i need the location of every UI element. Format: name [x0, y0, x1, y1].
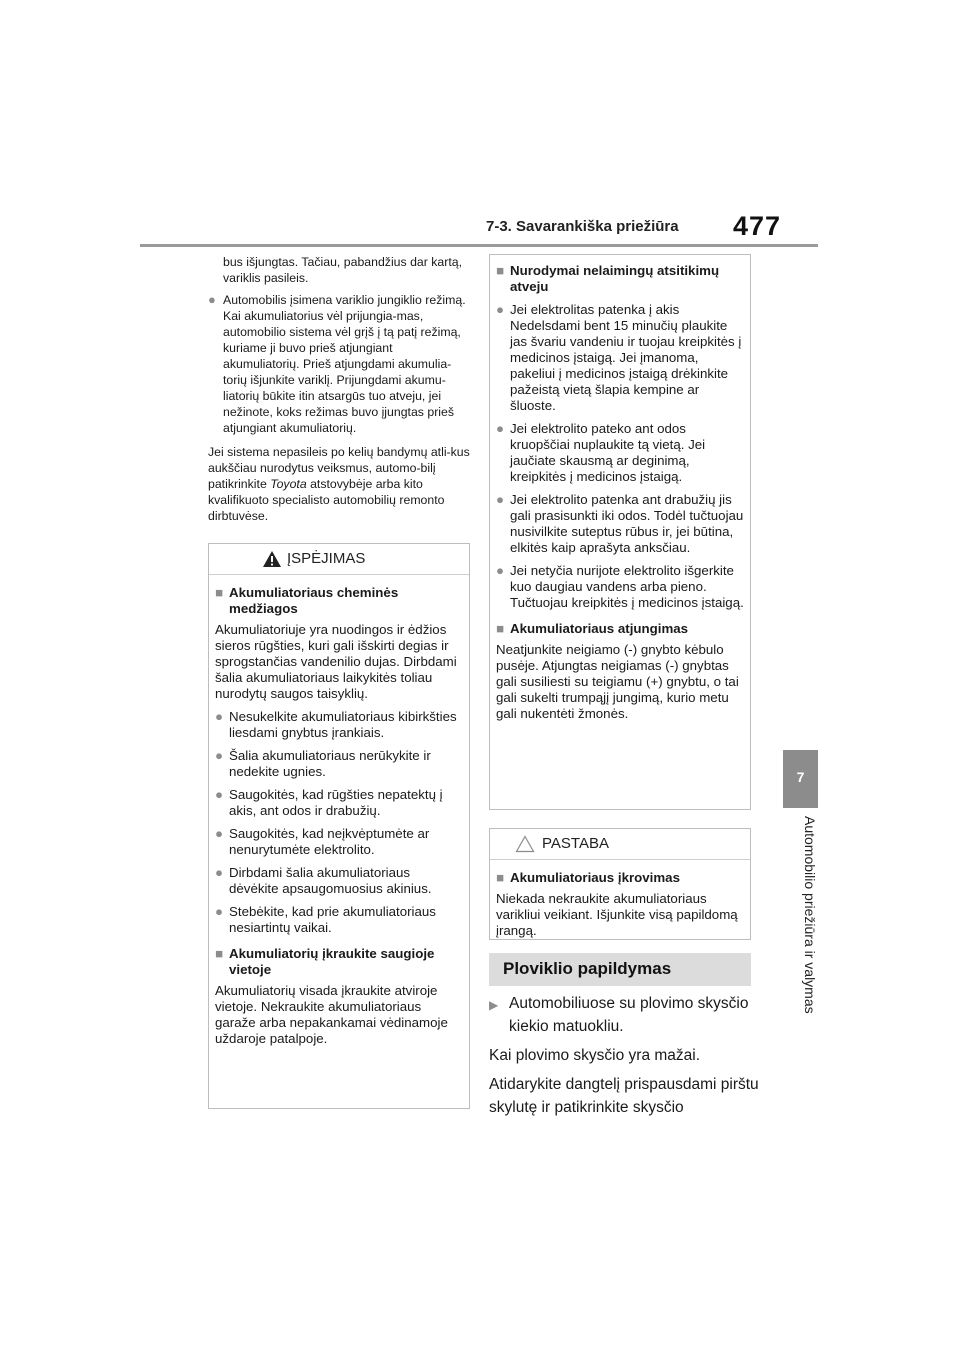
chapter-tab — [783, 750, 818, 808]
bullet-icon: ● — [215, 826, 224, 841]
brand-name: Toyota — [270, 477, 307, 491]
bullet-icon: ● — [496, 492, 505, 507]
warning-header — [209, 544, 469, 575]
note-header — [490, 829, 750, 860]
bullet-text: Dirbdami šalia akumuliatoriaus dėvėkite apsaugomuosius akinius. — [229, 865, 432, 896]
subheading-text: Nurodymai nelaimingų atsitikimų atveju — [510, 263, 720, 294]
list-item — [215, 709, 463, 741]
section-body — [489, 992, 759, 1119]
paragraph: Akumuliatoriuje yra nuodingos ir ėdžios sieros rūgšties, kuri gali išskirti degias ir sprogstančias vandenilio dujas. Dirbdami šalia akumuliatoriaus laikykitės toliau nurodytų saugos taisyklių. — [215, 622, 457, 701]
square-bullet-icon: ■ — [215, 946, 224, 961]
list-item — [208, 292, 470, 436]
left-column — [208, 254, 470, 524]
note-body — [490, 860, 750, 947]
bullet-text: Saugokitės, kad neįkvėptumėte ar nenurytumėte elektrolito. — [229, 826, 430, 857]
item-text: Automobiliuose su plovimo skysčio kiekio matuokliu. — [509, 995, 749, 1035]
subheading — [215, 946, 463, 978]
subheading — [215, 585, 463, 617]
caution-icon — [515, 835, 535, 853]
subheading-text: Akumuliatoriaus įkrovimas — [510, 870, 680, 885]
bullet-icon: ● — [496, 302, 505, 317]
list-item — [215, 904, 463, 936]
continuation-text: bus išjungtas. Tačiau, pabandžius dar kartą, variklis pasileis. — [223, 255, 463, 285]
bullet-text: Jei elektrolitas patenka į akis Nedelsdami bent 15 minučių plaukite jas švariu vandeniu ir tuojau kreipkitės į medicinos įstaigą. Jei įmanoma, pakeliui į medicinos įstaigą drėkinkite pažeistą vietą šlapia kempine ar šluoste. — [510, 302, 742, 413]
subheading — [496, 870, 744, 886]
warning-box — [208, 543, 470, 1109]
subheading-text: Akumuliatoriaus atjungimas — [510, 621, 689, 636]
warning-body — [209, 575, 469, 1055]
list-item — [496, 302, 744, 414]
warning-box-continued — [489, 254, 751, 810]
bullet-text: Automobilis įsimena variklio jungiklio režimą. Kai akumuliatorius vėl prijungia-mas, automobilio sistema vėl grįš į tą patį režimą, kuriame ji buvo prieš atjungiant akumuliatorių. Prieš atjungdami akumulia-torių išjunkite variklį. Prijungdami akumu-liatorių būkite itin atsargūs tuo atveju, jei nežinote, koks režimas buvo įjungtas prieš atjungiant akumuliatorių. — [223, 293, 466, 435]
section-title: 7-3. Savarankiška priežiūra — [486, 218, 679, 235]
bullet-text: Šalia akumuliatoriaus nerūkykite ir nedekite ugnies. — [229, 748, 431, 779]
square-bullet-icon: ■ — [496, 870, 505, 885]
bullet-icon: ● — [215, 904, 224, 919]
note-box — [489, 828, 751, 940]
bullet-text: Jei elektrolito pateko ant odos kruopščiai nuplaukite tą vietą. Jei jaučiate skausmą ar deginimą, kreipkitės į medicinos įstaigą. — [510, 421, 706, 484]
subheading — [496, 263, 744, 295]
bullet-icon: ● — [215, 709, 224, 724]
paragraph: Akumuliatorių visada įkraukite atviroje vietoje. Nekraukite akumuliatoriaus garaže arba nepakankamai vėdinamoje uždaroje patalpoje. — [215, 983, 448, 1046]
note-title: PASTABA — [542, 835, 609, 852]
bullet-text: Jei netyčia nurijote elektrolito išgerkite kuo daugiau vandens arba pieno. Tučtuojau kreipkitės į medicinos įstaigą. — [510, 563, 744, 610]
square-bullet-icon: ■ — [496, 621, 505, 636]
subheading — [496, 621, 744, 637]
bullet-icon: ● — [496, 563, 505, 578]
warning-title: ĮSPĖJIMAS — [287, 550, 366, 567]
bullet-icon: ● — [215, 748, 224, 763]
list-item — [215, 787, 463, 819]
info-paragraph — [208, 444, 470, 524]
list-item — [496, 563, 744, 611]
list-item — [489, 992, 759, 1038]
paragraph: Kai plovimo skysčio yra mažai. — [489, 1047, 701, 1064]
paragraph: Neatjunkite neigiamo (-) gnybto kėbulo pusėje. Atjungtas neigiamas (-) gnybtas gali susiliesti su teigiamu (+) gnybtu, o tai gali sukelti trumpąjį jungimą, kurio metu gali nukentėti žmonės. — [496, 642, 739, 721]
page-number: 477 — [733, 211, 782, 241]
bullet-text: Jei elektrolito patenka ant drabužių jis gali prasisunkti iki odos. Todėl tučtuojau nusivilkite suteptus rūbus ir, jei būtina, elkitės kaip aprašyta anksčiau. — [510, 492, 744, 555]
section-heading: Ploviklio papildymas — [489, 953, 751, 986]
list-item — [215, 826, 463, 858]
list-item — [215, 748, 463, 780]
subheading-text: Akumuliatoriaus cheminės medžiagos — [229, 585, 399, 616]
bullet-text: Stebėkite, kad prie akumuliatoriaus nesiartintų vaikai. — [229, 904, 436, 935]
paragraph-text: Jei sistema nepasileis po kelių bandymų atli-kus aukščiau nurodytus veiksmus, automo-bilį patikrinkite — [208, 445, 470, 491]
bullet-text: Nesukelkite akumuliatoriaus kibirkšties liesdami gnybtus įrankiais. — [229, 709, 457, 740]
list-item — [215, 865, 463, 897]
bullet-icon: ● — [208, 292, 216, 307]
list-item — [496, 421, 744, 485]
paragraph: Niekada nekraukite akumuliatoriaus varikliui veikiant. Išjunkite visą papildomą įrangą. — [496, 891, 738, 938]
header-divider — [140, 244, 818, 247]
list-item — [496, 492, 744, 556]
triangle-bullet-icon: ▶ — [489, 998, 499, 1012]
paragraph-text: atstovybėje arba kito kvalifikuoto specialisto automobilių remonto dirbtuvėse. — [208, 477, 445, 523]
paragraph: Atidarykite dangtelį prispausdami pirštu skylutę ir patikrinkite skysčio — [489, 1076, 759, 1116]
subheading-text: Akumuliatorių įkraukite saugioje vietoje — [229, 946, 435, 977]
chapter-number: 7 — [796, 769, 805, 785]
bullet-icon: ● — [215, 787, 224, 802]
bullet-icon: ● — [215, 865, 224, 880]
chapter-title: Automobilio priežiūra ir valymas — [802, 816, 818, 1014]
bullet-text: Saugokitės, kad rūgšties nepatektų į akis, ant odos ir drabužių. — [229, 787, 443, 818]
warning-body — [490, 255, 750, 730]
bullet-icon: ● — [496, 421, 505, 436]
warning-icon — [262, 550, 282, 568]
square-bullet-icon: ■ — [215, 585, 224, 600]
square-bullet-icon: ■ — [496, 263, 505, 278]
